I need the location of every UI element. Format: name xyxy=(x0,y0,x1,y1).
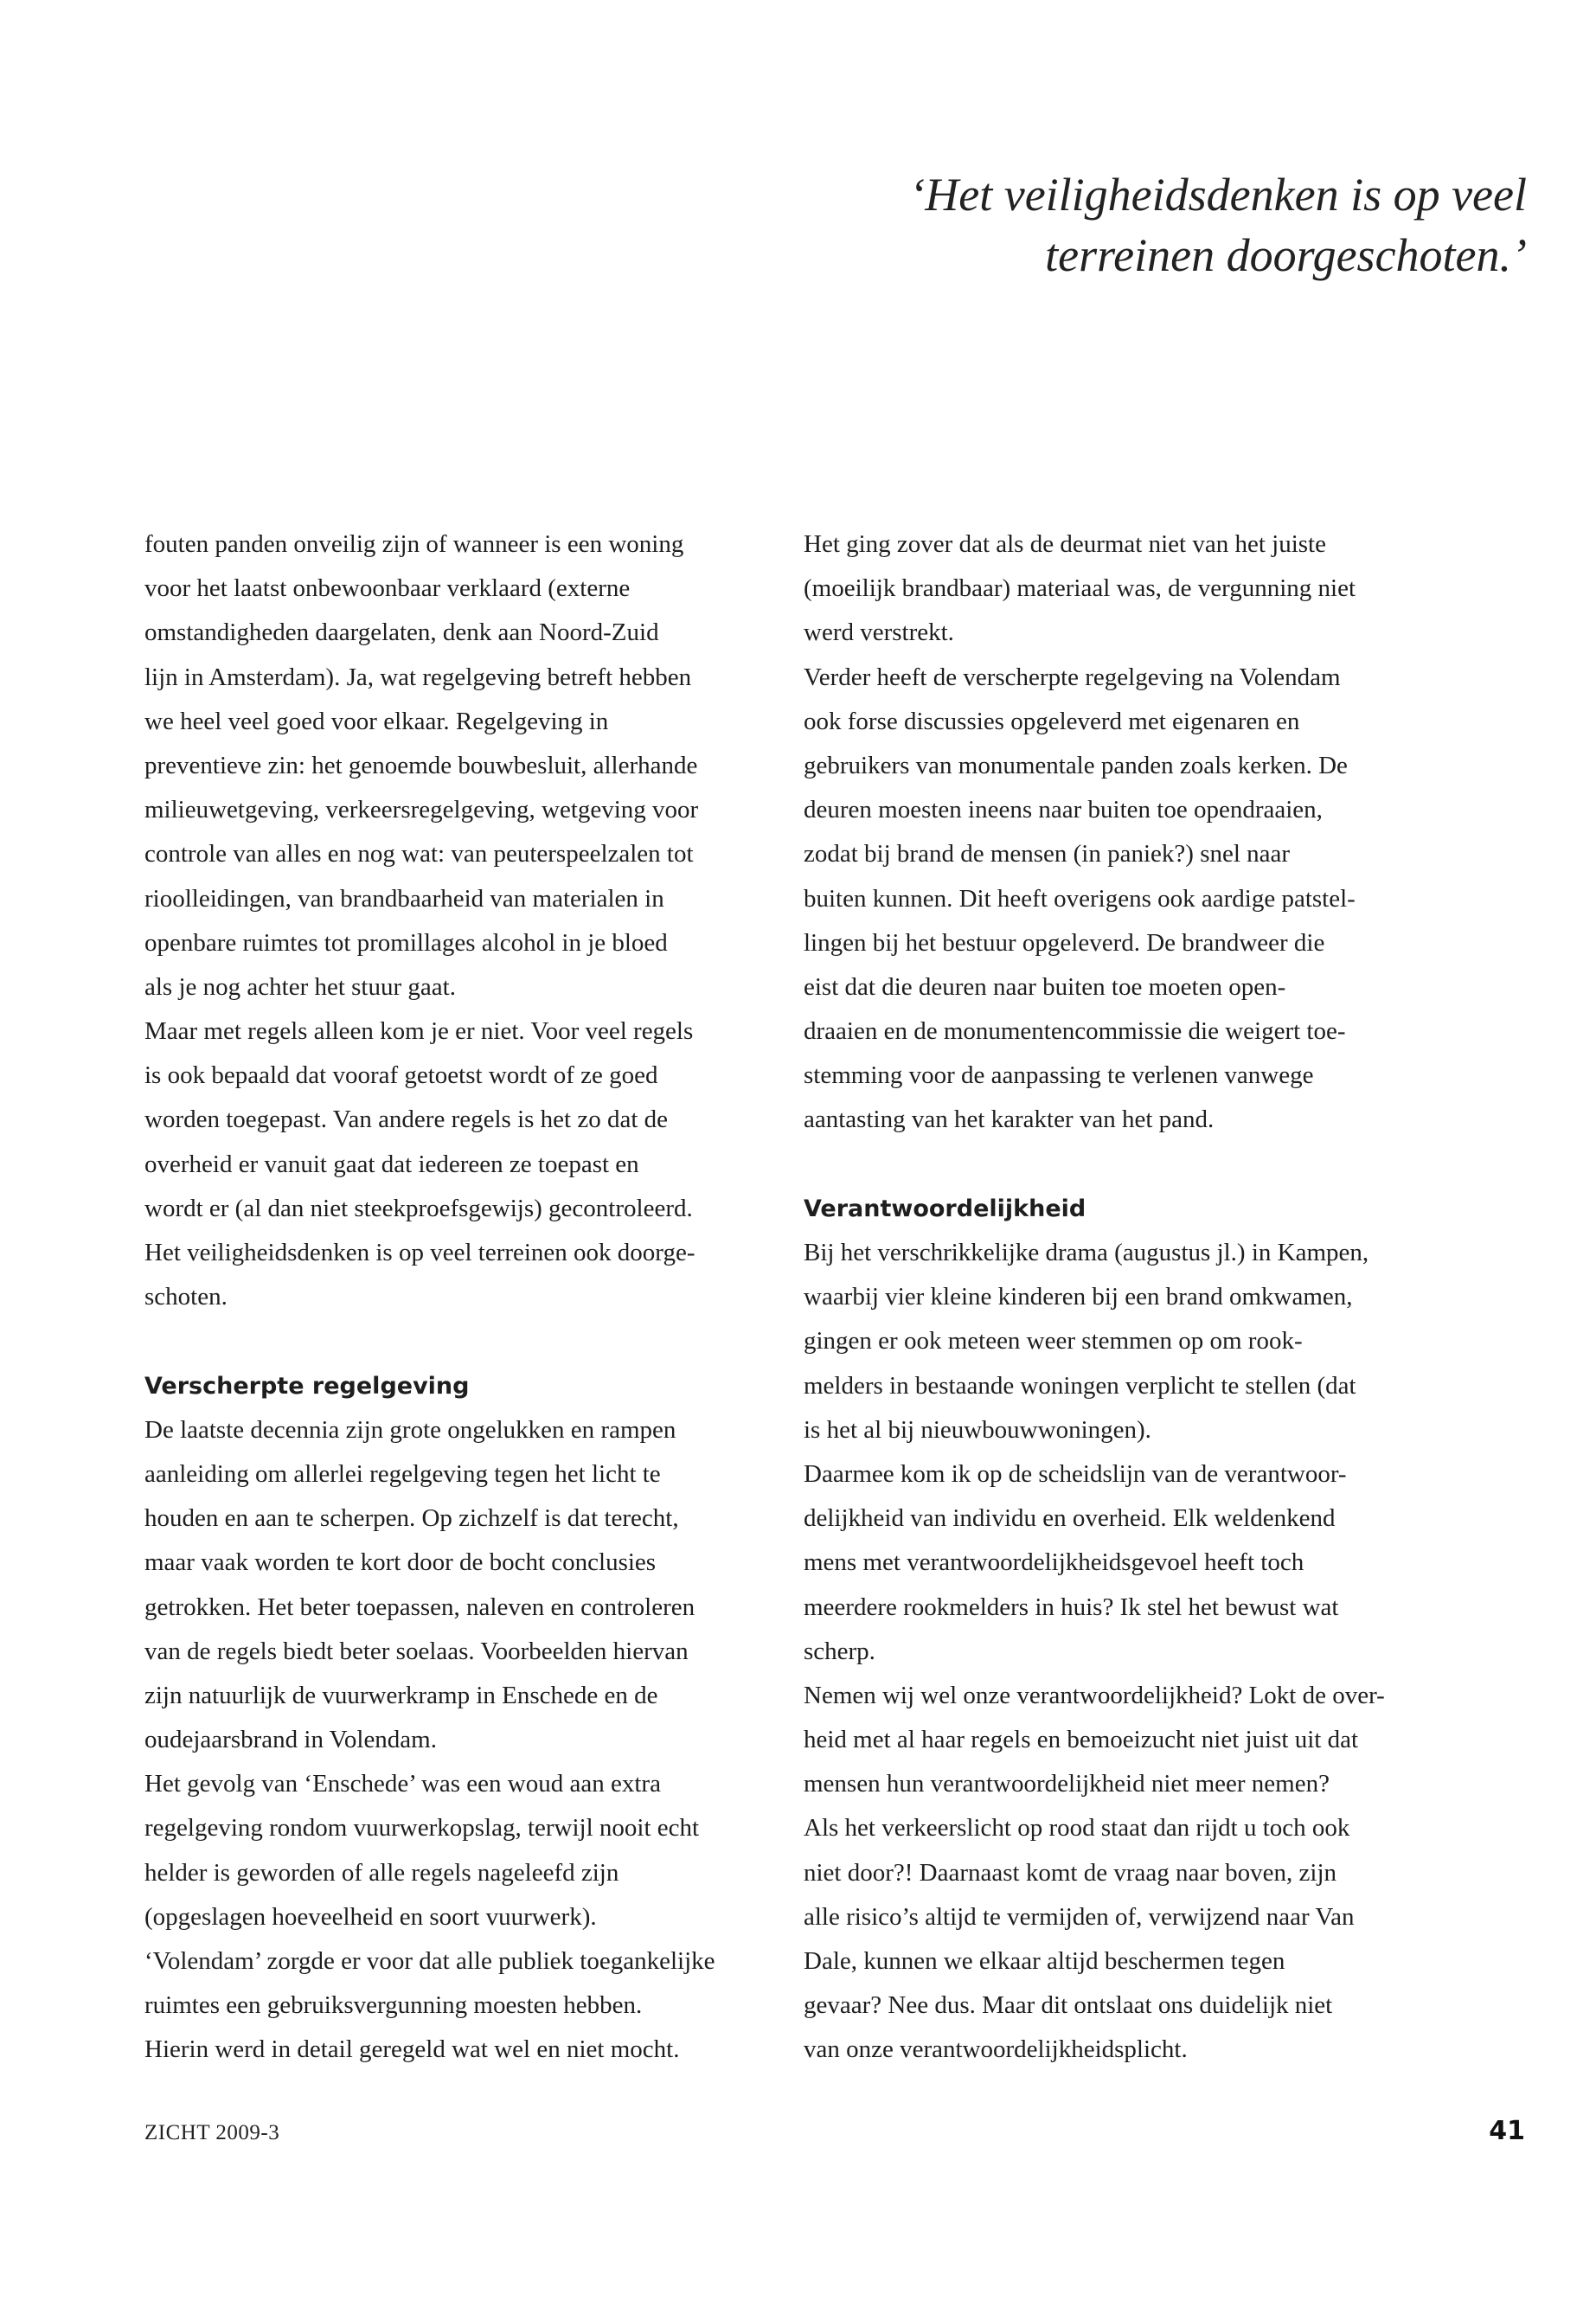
text-line: openbare ruimtes tot promillages alcohol in je bloed xyxy=(144,928,668,957)
text-line: omstandigheden daargelaten, denk aan Noord-Zuid xyxy=(144,619,659,647)
text-line: Het gevolg van ‘Enschede’ was een woud aan extra xyxy=(144,1770,661,1798)
text-line: stemming voor de aanpassing te verlenen vanwege xyxy=(804,1061,1314,1090)
text-line: maar vaak worden te kort door de bocht conclusies xyxy=(144,1548,657,1577)
text-line: Als het verkeerslicht op rood staat dan rijdt u toch ook xyxy=(804,1814,1350,1843)
text-line: lijn in Amsterdam). Ja, wat regelgeving betreft hebben xyxy=(144,663,692,691)
text-line: scherp. xyxy=(804,1637,875,1665)
text-line: werd verstrekt. xyxy=(804,619,954,647)
pull-quote-line: terreinen doorgeschoten.’ xyxy=(1045,229,1527,281)
text-line: voor het laatst onbewoonbaar verklaard (externe xyxy=(144,574,631,603)
text-line: draaien en de monumentencommissie die weigert toe- xyxy=(804,1017,1346,1046)
text-line: zijn natuurlijk de vuurwerkramp in Enschede en de xyxy=(144,1681,658,1709)
text-line: mensen hun verantwoordelijkheid niet meer nemen? xyxy=(804,1770,1330,1798)
text-line: ook forse discussies opgeleverd met eigenaren en xyxy=(804,707,1300,735)
text-line: overheid er vanuit gaat dat iedereen ze toepast en xyxy=(144,1150,639,1178)
text-line: aantasting van het karakter van het pand. xyxy=(804,1106,1215,1134)
paragraph xyxy=(144,522,754,1009)
text-line: gingen er ook meteen weer stemmen op om rook- xyxy=(804,1327,1303,1356)
text-line: meerdere rookmelders in huis? Ik stel het bewust wat xyxy=(804,1593,1339,1621)
text-line: Nemen wij wel onze verantwoordelijkheid? Lokt de over- xyxy=(804,1681,1385,1709)
text-line: Verder heeft de verscherpte regelgeving na Volendam xyxy=(804,663,1341,691)
section-heading: Verantwoordelijkheid xyxy=(804,1195,1086,1222)
paragraph xyxy=(804,522,1413,656)
text-line: Dale, kunnen we elkaar altijd beschermen tegen xyxy=(804,1947,1285,1975)
paragraph xyxy=(144,1762,754,1939)
text-line: rioolleidingen, van brandbaarheid van materialen in xyxy=(144,884,664,913)
paragraph xyxy=(804,656,1413,1143)
text-line: als je nog achter het stuur gaat. xyxy=(144,972,456,1001)
text-line: Maar met regels alleen kom je er niet. Voor veel regels xyxy=(144,1017,694,1046)
page-number: 41 xyxy=(1489,2116,1525,2146)
text-line: zodat bij brand de mensen (in paniek?) snel naar xyxy=(804,840,1291,868)
paragraph xyxy=(804,1452,1413,1674)
text-line: houden en aan te scherpen. Op zichzelf is dat terecht, xyxy=(144,1504,679,1533)
text-line: fouten panden onveilig zijn of wanneer is een woning xyxy=(144,530,684,558)
paragraph-spacer xyxy=(804,1143,1413,1187)
text-line: is ook bepaald dat vooraf getoetst wordt of ze goed xyxy=(144,1061,658,1090)
text-line: niet door?! Daarnaast komt de vraag naar boven, zijn xyxy=(804,1858,1336,1887)
paragraph xyxy=(144,1408,754,1763)
text-line: worden toegepast. Van andere regels is het zo dat de xyxy=(144,1106,669,1134)
text-line: heid met al haar regels en bemoeizucht niet juist uit dat xyxy=(804,1726,1359,1754)
text-line: regelgeving rondom vuurwerkopslag, terwijl nooit echt xyxy=(144,1814,700,1843)
section-heading: Verscherpte regelgeving xyxy=(144,1372,470,1400)
right-column xyxy=(804,522,1413,2073)
text-line: aanleiding om allerlei regelgeving tegen het licht te xyxy=(144,1459,661,1488)
text-line: Het ging zover dat als de deurmat niet van het juiste xyxy=(804,530,1326,558)
text-line: (opgeslagen hoeveelheid en soort vuurwerk). xyxy=(144,1902,597,1931)
text-line: waarbij vier kleine kinderen bij een brand omkwamen, xyxy=(804,1283,1353,1311)
text-line: schoten. xyxy=(144,1283,228,1311)
text-line: is het al bij nieuwbouwwoningen). xyxy=(804,1415,1151,1444)
text-line: deuren moesten ineens naar buiten toe opendraaien, xyxy=(804,796,1323,824)
pull-quote xyxy=(748,164,1527,285)
text-line: ‘Volendam’ zorgde er voor dat alle publiek toegankelijke xyxy=(144,1947,715,1975)
paragraph xyxy=(144,1939,754,2073)
text-line: getrokken. Het beter toepassen, naleven en controleren xyxy=(144,1593,695,1621)
paragraph xyxy=(804,1231,1413,1452)
text-line: eist dat die deuren naar buiten toe moeten open- xyxy=(804,972,1286,1001)
text-line: wordt er (al dan niet steekproefsgewijs) gecontroleerd. xyxy=(144,1194,693,1222)
text-line: mens met verantwoordelijkheidsgevoel heeft toch xyxy=(804,1548,1304,1577)
paragraph-spacer xyxy=(144,1319,754,1363)
text-line: Bij het verschrikkelijke drama (augustus jl.) in Kampen, xyxy=(804,1239,1369,1266)
text-line: van onze verantwoordelijkheidsplicht. xyxy=(804,2035,1188,2064)
text-line: Daarmee kom ik op de scheidslijn van de verantwoor- xyxy=(804,1459,1347,1488)
text-line: gebruikers van monumentale panden zoals kerken. De xyxy=(804,751,1348,779)
text-line: (moeilijk brandbaar) materiaal was, de vergunning niet xyxy=(804,574,1356,603)
text-line: ruimtes een gebruiksvergunning moesten hebben. xyxy=(144,1991,643,2020)
text-line: preventieve zin: het genoemde bouwbesluit, allerhande xyxy=(144,751,698,779)
text-line: helder is geworden of alle regels nageleefd zijn xyxy=(144,1858,619,1887)
text-line: controle van alles en nog wat: van peuterspeelzalen tot xyxy=(144,840,694,868)
text-line: we heel veel goed voor elkaar. Regelgeving in xyxy=(144,707,609,735)
text-line: gevaar? Nee dus. Maar dit ontslaat ons duidelijk niet xyxy=(804,1991,1333,2020)
text-line: Het veiligheidsdenken is op veel terreinen ook doorge- xyxy=(144,1239,695,1266)
pull-quote-line: ‘Het veiligheidsdenken is op veel xyxy=(909,169,1527,221)
paragraph xyxy=(804,1674,1413,2073)
text-line: van de regels biedt beter soelaas. Voorbeelden hiervan xyxy=(144,1637,689,1665)
text-line: oudejaarsbrand in Volendam. xyxy=(144,1726,437,1754)
text-line: milieuwetgeving, verkeersregelgeving, wetgeving voor xyxy=(144,796,699,824)
left-column xyxy=(144,522,754,2073)
text-line: alle risico’s altijd te vermijden of, verwijzend naar Van xyxy=(804,1902,1355,1931)
text-line: De laatste decennia zijn grote ongelukken en rampen xyxy=(144,1415,676,1444)
text-line: delijkheid van individu en overheid. Elk weldenkend xyxy=(804,1504,1336,1533)
text-line: lingen bij het bestuur opgeleverd. De brandweer die xyxy=(804,928,1325,957)
text-line: melders in bestaande woningen verplicht te stellen (dat xyxy=(804,1371,1356,1400)
text-line: Hierin werd in detail geregeld wat wel en niet mocht. xyxy=(144,2035,680,2064)
text-line: buiten kunnen. Dit heeft overigens ook aardige patstel- xyxy=(804,884,1356,913)
publication-footer: ZICHT 2009-3 xyxy=(144,2121,280,2144)
paragraph xyxy=(144,1009,754,1319)
